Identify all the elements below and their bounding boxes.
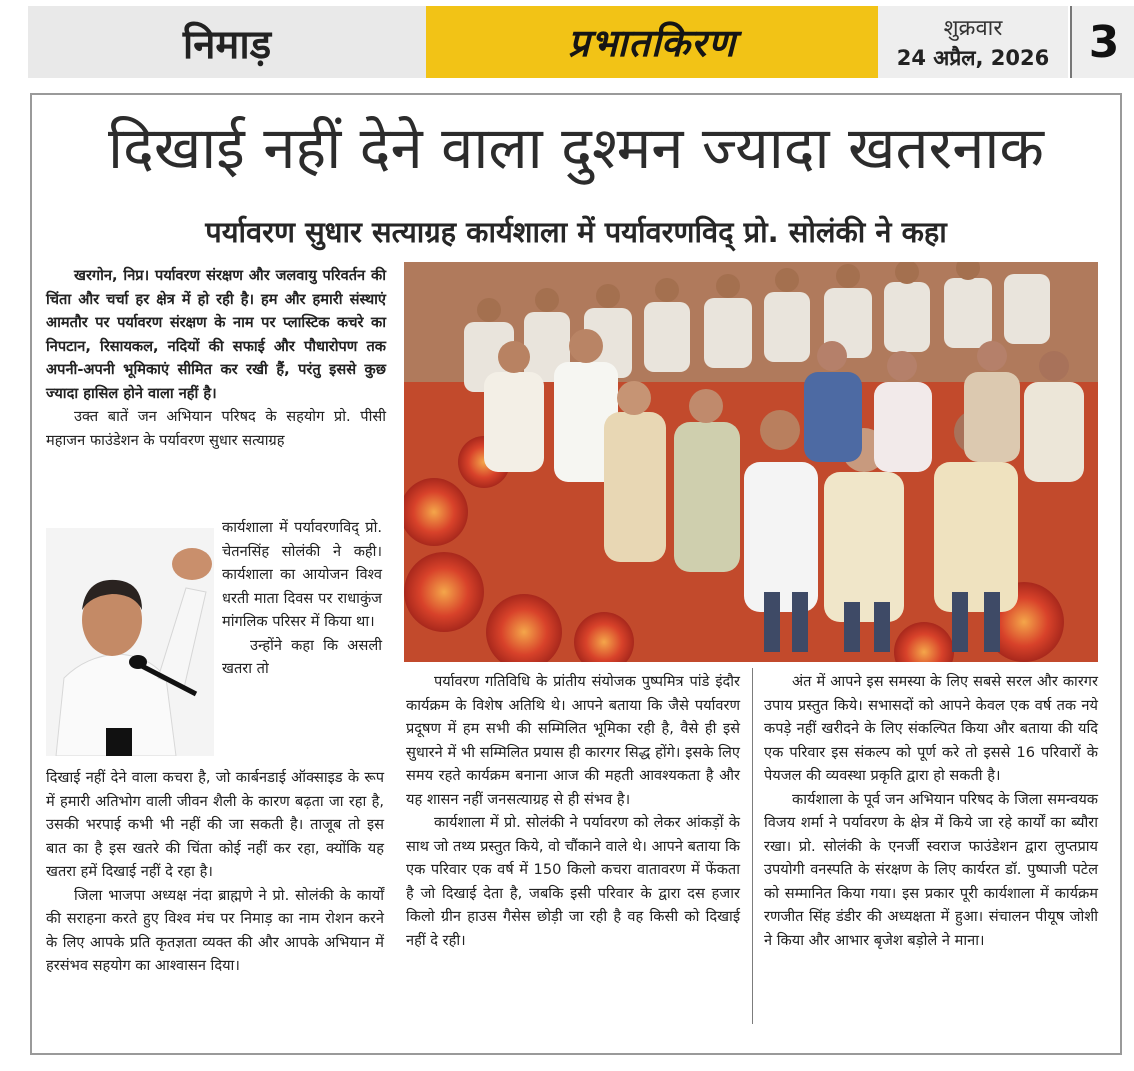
lead-paragraph: खरगोन, निप्र। पर्यावरण संरक्षण और जलवायु परिवर्तन की चिंता और चर्चा हर क्षेत्र में हो रही है। हम और हमारी संस्थाएं आमतौर पर पर्यावरण संरक्षण के नाम पर प्लास्टिक कचरे का निपटान, रिसायकल, नदियों की सफाई और पौधारोपण तक अपनी-अपनी भूमिकाएं सीमित कर रखी हैं, परंतु इससे कुछ ज्यादा हासिल होने वाला नहीं है। xyxy=(46,267,386,402)
paragraph: कार्यशाला में पर्यावरणविद् प्रो. चेतनसिंह सोलंकी ने कही। कार्यशाला का आयोजन विश्व धरती माता दिवस पर राधाकुंज मांगलिक परिसर में किया था। xyxy=(222,519,382,630)
weekday: शुक्रवार xyxy=(943,16,1003,41)
paragraph: कार्यशाला के पूर्व जन अभियान परिषद के जिला समन्वयक विजय शर्मा ने पर्यावरण के क्षेत्र में किये जा रहे कार्यों का ब्यौरा रखा। प्रो. सोलंकी के एनर्जी स्वराज फाउंडेशन द्वारा लुप्तप्राय उपयोगी वनस्पति के संरक्षण के लिए कार्यरत डॉ. पुष्पाजी पटेल को सम्मानित किया गया। इस प्रकार पूरी कार्यशाला में कार्यक्रम रणजीत सिंह डंडीर की अध्यक्षता में हुआ। संचालन पीयूष जोशी ने किया और आभार बृजेश बड़ोले ने माना। xyxy=(764,790,1098,949)
paragraph: दिखाई नहीं देने वाला कचरा है, जो कार्बनडाई ऑक्साइड के रूप में हमारी अतिभोग वाली जीवन शैली के कारण बढ़ता जा रहा है, उसकी भरपाई कभी भी नहीं की जा सकती है। ताजूब तो इस बात का है इस खतरे की चिंता कोई नहीं कर रहा, क्योंकि यह खतरा हमें दिखाई नहीं दे रहा है। xyxy=(46,769,384,880)
paragraph: कार्यशाला में प्रो. सोलंकी ने पर्यावरण को लेकर आंकड़ों के साथ जो तथ्य प्रस्तुत किये, वो चौंकाने वाले थे। आपने बताया कि एक परिवार एक वर्ष में 150 किलो कचरा वातावरण में फेंकता है जो दिखाई देता है, जबकि इसी परिवार के द्वारा दस हजार किलो ग्रीन हाउस गैसेस छोड़ी जा रही है वह किसी को दिखाई नहीं दे रही। xyxy=(406,814,740,949)
headline: दिखाई नहीं देने वाला दुश्मन ज्यादा खतरनाक xyxy=(108,114,1044,182)
speaker-photo xyxy=(46,528,214,756)
date-box xyxy=(878,6,1068,78)
issue-date: 24 अप्रैल, 2026 xyxy=(896,46,1050,70)
column-3 xyxy=(764,670,1098,952)
audience-photo xyxy=(404,262,1098,662)
paragraph: पर्यावरण गतिविधि के प्रांतीय संयोजक पुष्पमित्र पांडे इंदौर कार्यक्रम के विशेष अतिथि थे। आपने बताया कि जैसे पर्यावरण प्रदूषण में हम सभी की सम्मिलित भूमिका रही है, वैसे ही इसे सुधारने में भी सम्मिलित प्रयास ही कारगर सिद्ध होंगे। इसके लिए समय रहते कार्यक्रम बनाना आज की महती आवश्यकता है और यह शासन नहीं जनसत्याग्रह से ही संभव है। xyxy=(406,673,740,808)
masthead xyxy=(28,6,1134,78)
subheadline: पर्यावरण सुधार सत्याग्रह कार्यशाला में पर्यावरणविद् प्रो. सोलंकी ने कहा xyxy=(205,215,947,249)
speaker-illustration xyxy=(46,528,214,756)
column-1-bottom xyxy=(46,766,384,978)
paragraph: जिला भाजपा अध्यक्ष नंदा ब्राह्मणे ने प्रो. सोलंकी के कार्यों की सराहना करते हुए विश्व मंच पर निमाड़ का नाम रोशन करने के लिए आपके प्रति कृतज्ञता व्यक्त की और आपके अभियान में हरसंभव सहयोग का आश्वासन दिया। xyxy=(46,886,384,974)
audience-illustration xyxy=(404,262,1098,662)
page-number: 3 xyxy=(1070,6,1134,78)
column-1-top xyxy=(46,264,386,452)
column-2 xyxy=(406,670,740,952)
paragraph: उन्होंने कहा कि असली खतरा तो xyxy=(222,636,382,677)
newspaper-logo: प्रभातकिरण xyxy=(426,6,878,78)
paragraph: अंत में आपने इस समस्या के लिए सबसे सरल और कारगर उपाय प्रस्तुत किये। सभासदों को आपने केवल एक वर्ष तक नये कपड़े नहीं खरीदने के लिए संकल्पित किया और बताया की यदि एक परिवार इस संकल्प को पूर्ण करे तो इससे 16 परिवारों के पेयजल की व्यवस्था प्रकृति द्वारा हो सकती है। xyxy=(764,673,1098,784)
paragraph: उक्त बातें जन अभियान परिषद के सहयोग प्रो. पीसी महाजन फाउंडेशन के पर्यावरण सुधार सत्याग्रह xyxy=(46,408,386,449)
column-1-wrap xyxy=(222,516,382,681)
column-divider xyxy=(752,668,753,1024)
section-name: निमाड़ xyxy=(28,6,426,78)
